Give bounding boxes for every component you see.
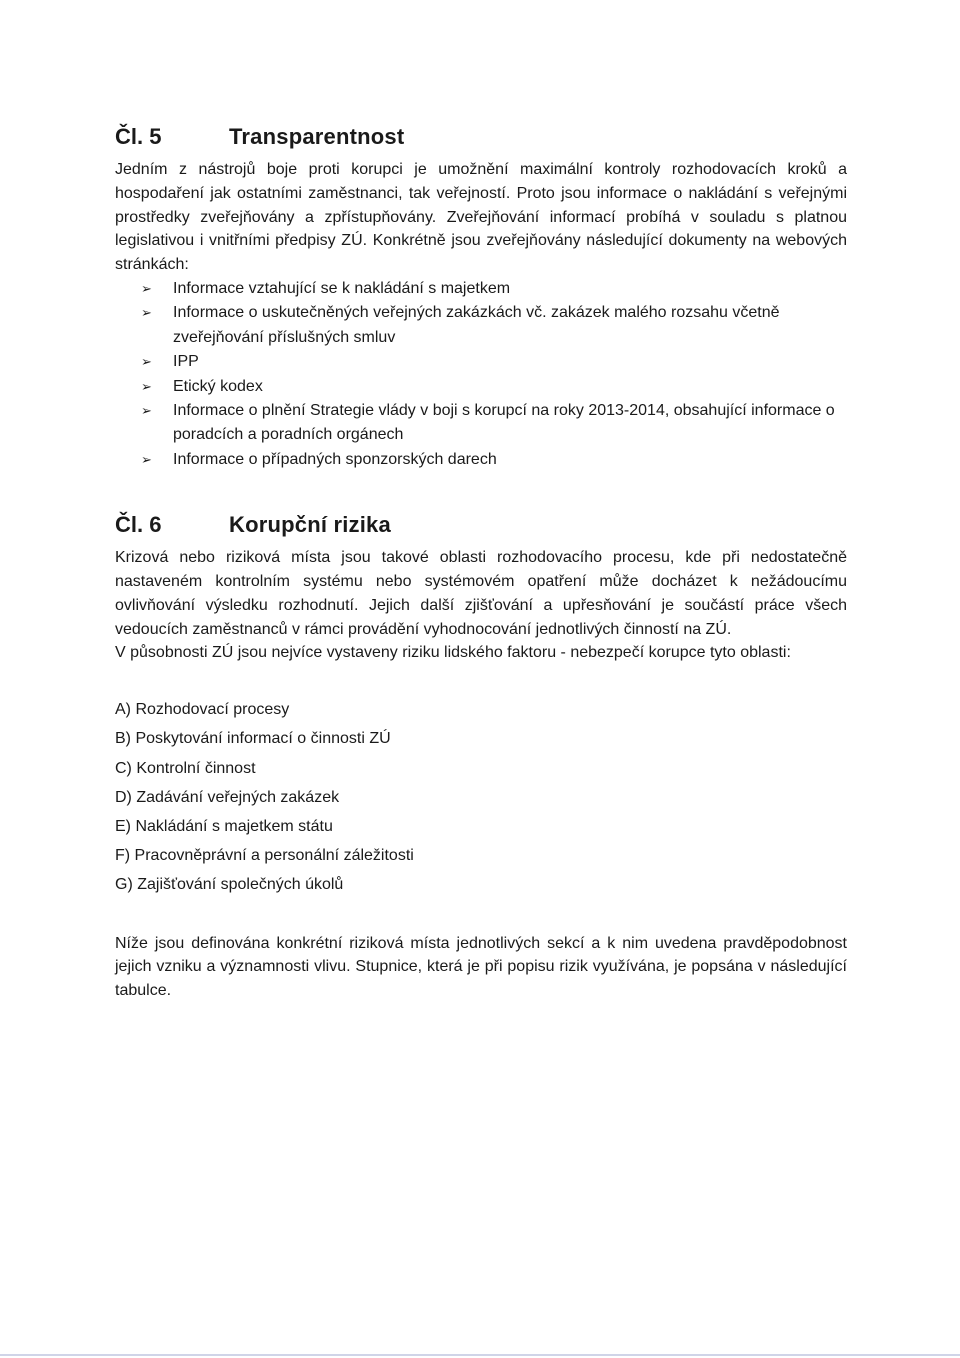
risk-areas-list	[115, 695, 847, 899]
list-item: C) Kontrolní činnost	[115, 759, 256, 777]
page-bottom-edge	[0, 1354, 960, 1356]
list-item: B) Poskytování informací o činnosti ZÚ	[115, 730, 391, 748]
list-item: ➢ Informace o uskutečněných veřejných zakázkách vč. zakázek malého rozsahu včetně zveřejňování příslušných smluv	[141, 301, 847, 350]
risk-areas-intro-paragraph: V působnosti ZÚ jsou nejvíce vystaveny riziku lidského faktoru - nebezpečí korupce tyto oblasti:	[115, 644, 791, 662]
risk-definition-paragraph: Krizová nebo riziková místa jsou takové oblasti rozhodovacího procesu, kde při nedostatečně nastaveném kontrolním systému nebo systémovém opatření může docházet k nežádoucímu ovlivňování výsledku rozhodnutí. Jejich další zjišťování a upřesňování je součástí práce všech vedoucích zaměstnanců v rámci provádění vyhodnocování jednotlivých činností na ZÚ.	[115, 549, 847, 638]
section-number: Čl. 5	[115, 124, 162, 149]
section-title: Transparentnost	[229, 124, 405, 149]
closing-paragraph: Níže jsou definována konkrétní riziková místa jednotlivých sekcí a k nim uvedena pravděpodobnost jejich vzniku a významnosti vlivu. Stupnice, která je při popisu rizik využívána, je popsána v následující tabulce.	[115, 934, 847, 1000]
arrow-bullet-icon: ➢	[141, 403, 152, 419]
list-item: A) Rozhodovací procesy	[115, 701, 290, 719]
arrow-bullet-icon: ➢	[141, 305, 152, 321]
section-intro-paragraph: Jedním z nástrojů boje proti korupci je umožnění maximální kontroly rozhodovacích kroků a hospodaření jak ostatními zaměstnanci, tak veřejností. Proto jsou informace o nakládání s veřejnými prostředky zveřejňovány a zpřístupňovány. Zveřejňování informací probíhá v souladu s platnou legislativou i vnitřními předpisy ZÚ. Konkrétně jsou zveřejňovány následující dokumenty na webových stránkách:	[115, 161, 847, 274]
arrow-bullet-icon: ➢	[141, 451, 152, 467]
list-item: D) Zadávání veřejných zakázek	[115, 788, 340, 806]
list-item: ➢ Informace o případných sponzorských darech	[141, 448, 847, 472]
section-transparency	[115, 124, 847, 472]
arrow-bullet-icon: ➢	[141, 378, 152, 394]
arrow-bullet-icon: ➢	[141, 354, 152, 370]
section-title: Korupční rizika	[229, 512, 391, 538]
list-item: G) Zajišťování společných úkolů	[115, 876, 344, 894]
section-heading	[115, 124, 847, 150]
list-item: ➢ Informace vztahující se k nakládání s majetkem	[141, 277, 847, 301]
document-page	[115, 124, 847, 1003]
list-item: F) Pracovněprávní a personální záležitosti	[115, 847, 414, 865]
list-item: ➢ Informace o plnění Strategie vlády v boji s korupcí na roky 2013-2014, obsahující informace o poradcích a poradních orgánech	[141, 399, 847, 448]
section-corruption-risks	[115, 512, 847, 1003]
section-number: Čl. 6	[115, 512, 162, 538]
list-item: ➢ IPP	[141, 350, 847, 374]
section-heading	[115, 512, 847, 538]
list-item: E) Nakládání s majetkem státu	[115, 818, 333, 836]
list-item: ➢ Etický kodex	[141, 375, 847, 399]
arrow-bullet-icon: ➢	[141, 280, 152, 296]
published-documents-list	[115, 277, 847, 472]
